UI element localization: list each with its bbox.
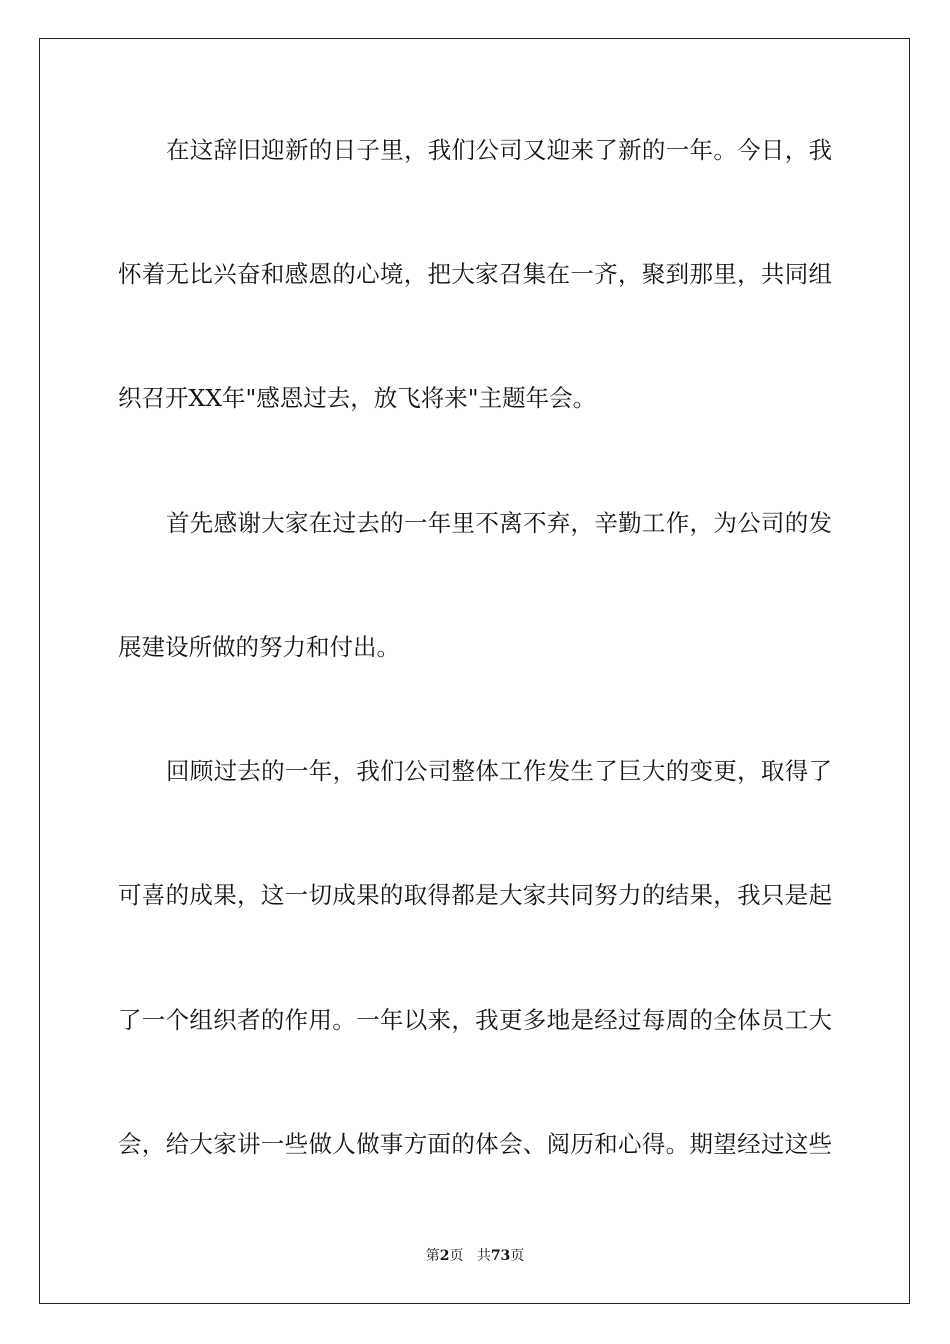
page-number: 2 <box>439 1248 450 1264</box>
page-footer <box>0 1247 950 1265</box>
paragraph-2-line-2: 展建设所做的努力和付出。 <box>118 633 400 661</box>
paragraph-1-line-2: 怀着无比兴奋和感恩的心境，把大家召集在一齐，聚到那里，共同组 <box>118 260 832 288</box>
page-prefix: 第 <box>425 1248 440 1264</box>
paragraph-1-line-3: 织召开XX年"感恩过去，放飞将来"主题年会。 <box>118 384 597 412</box>
paragraph-3-line-2: 可喜的成果，这一切成果的取得都是大家共同努力的结果，我只是起 <box>118 881 832 909</box>
paragraph-3-line-3: 了一个组织者的作用。一年以来，我更多地是经过每周的全体员工大 <box>118 1006 832 1034</box>
total-pages: 73 <box>490 1248 511 1264</box>
page-suffix: 页 <box>449 1248 464 1264</box>
page-frame <box>39 38 910 1304</box>
paragraph-3-line-1: 回顾过去的一年，我们公司整体工作发生了巨大的变更，取得了 <box>166 757 832 785</box>
paragraph-1-line-1: 在这辞旧迎新的日子里，我们公司又迎来了新的一年。今日，我 <box>166 136 832 164</box>
paragraph-3-line-4: 会，给大家讲一些做人做事方面的体会、阅历和心得。期望经过这些 <box>118 1130 832 1158</box>
total-suffix: 页 <box>510 1248 525 1264</box>
paragraph-2-line-1: 首先感谢大家在过去的一年里不离不弃，辛勤工作，为公司的发 <box>166 509 832 537</box>
total-prefix: 共 <box>476 1248 491 1264</box>
